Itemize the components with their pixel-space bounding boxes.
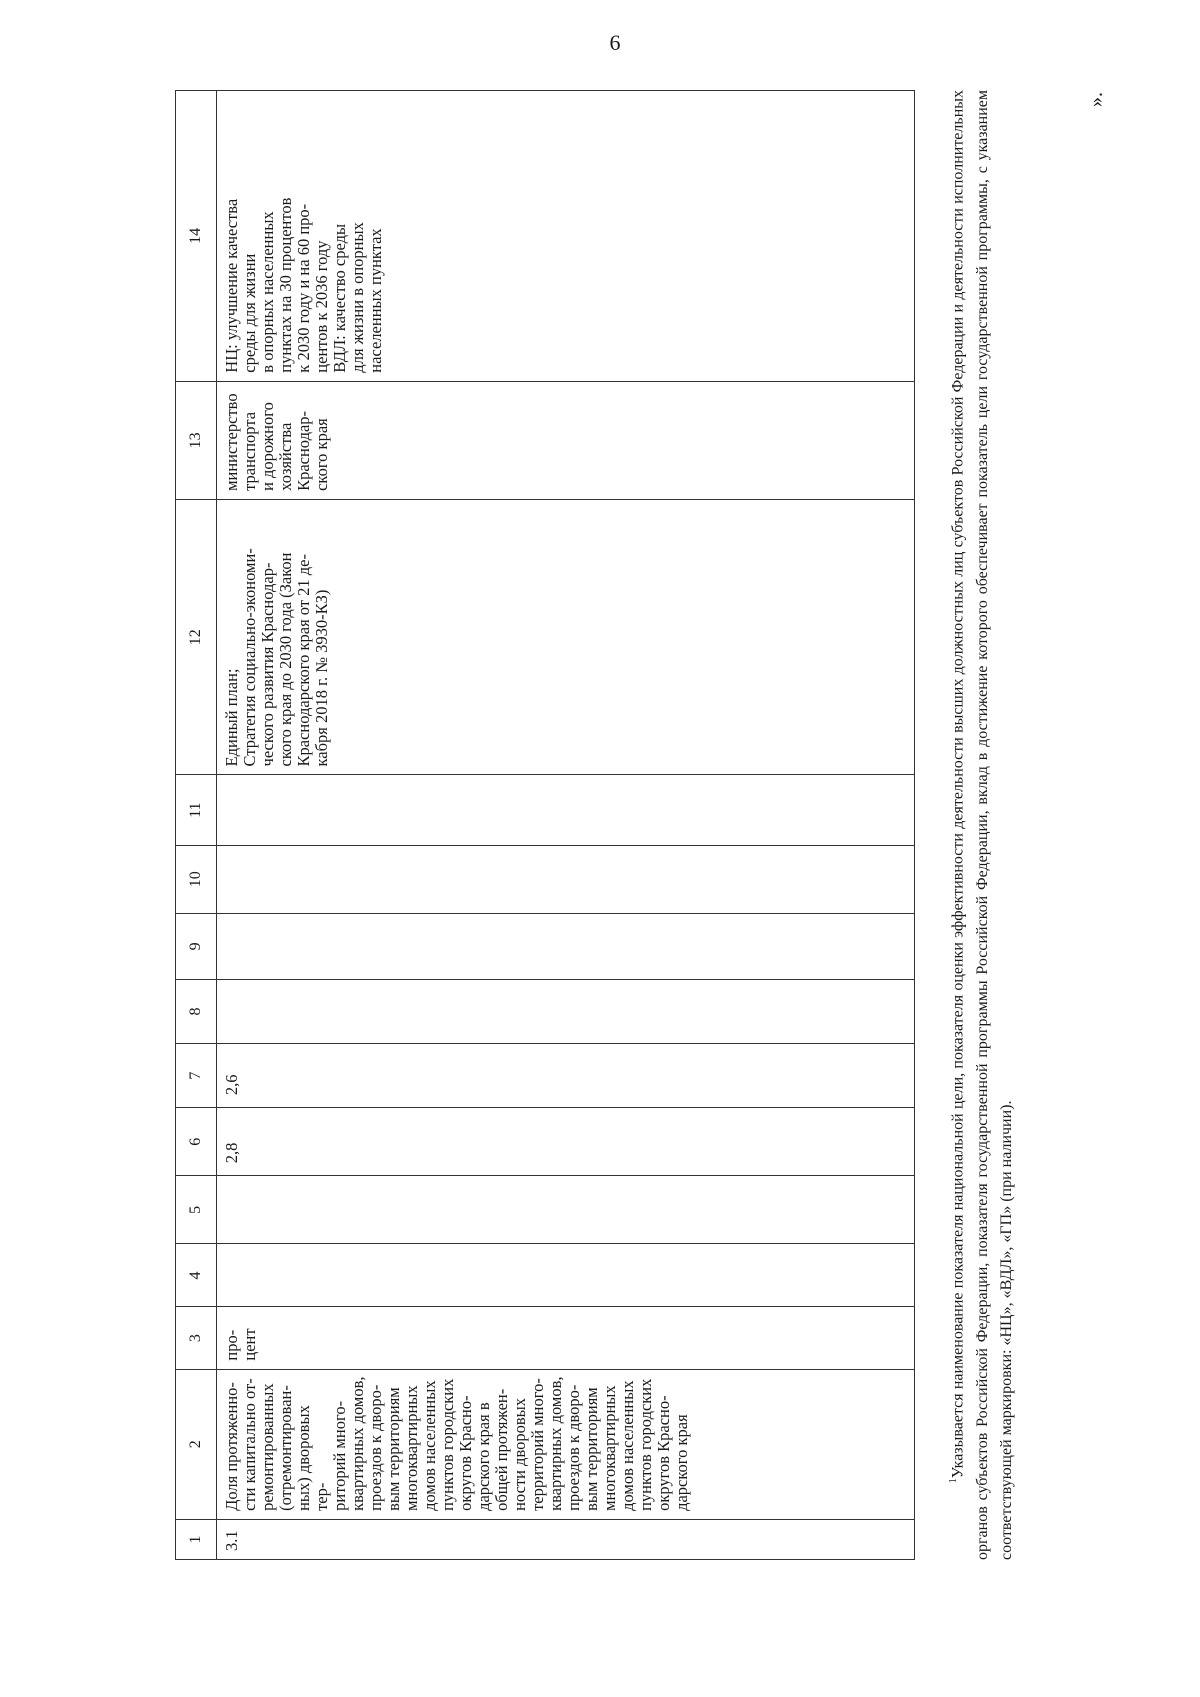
cell-6-value: 2,8 [222, 1142, 241, 1164]
responsible-body: министерство транспорта и дорожного хозяйства Краснодар- ского края [222, 393, 331, 491]
footnote [942, 90, 1020, 1560]
column-header-3: 3 [176, 1307, 217, 1369]
unit-cell [217, 1307, 915, 1369]
linked-goals-cell [217, 91, 915, 382]
closing-quote: ». [1085, 92, 1107, 107]
footnote-marker: 1 [948, 1478, 959, 1484]
row-number-cell [217, 1519, 915, 1559]
column-header-5: 5 [176, 1176, 217, 1244]
row-number: 3.1 [222, 1530, 241, 1551]
cell-9-value [217, 914, 223, 979]
column-header-9: 9 [176, 913, 217, 979]
header-row [176, 91, 217, 1560]
cell-5-value [217, 1176, 223, 1243]
column-header-12: 12 [176, 499, 217, 775]
cell-4-value [217, 1244, 223, 1306]
indicator-name: Доля протяженно- сти капитально от- ремонтированных (отремонтирован- ных) дворовых тер- риторий много- квартирных домов, проездов к дворо- вым территориям многоквартирных домов населенных пунктов городских округов Красно- дарского края в общей протяжен- ности дворовых территорий много- квартирных домов, проездов к дворо- вым территориям многоквартирных домов населенных пунктов городских округов Красно- дарского края [222, 1376, 691, 1511]
cell-11-value [217, 775, 223, 844]
page-number: 6 [609, 30, 621, 55]
cell-5 [217, 1176, 915, 1244]
cell-6 [217, 1108, 915, 1176]
column-header-6: 6 [176, 1108, 217, 1176]
rotated-table-page [175, 90, 1200, 1560]
column-header-2: 2 [176, 1369, 217, 1519]
footnote-text: Указывается наименование показателя национальной цели, показателя оценки эффективности деятельности высших должностных лиц субъектов Российской Федерации и деятельности исполнительных органов субъектов Российской Федерации, показателя государственной программы Российской Федерации, вклад в достижение которого обеспечивает показатель цели государственной программы, с указанием соответствующей маркировки: «НЦ», «ВДЛ», «ГП» (при наличии). [949, 89, 1016, 1560]
column-header-10: 10 [176, 845, 217, 913]
cell-7-value: 2,6 [222, 1074, 241, 1096]
column-header-7: 7 [176, 1044, 217, 1108]
unit: про- цент [222, 1328, 259, 1361]
cell-9 [217, 913, 915, 979]
column-header-14: 14 [176, 91, 217, 382]
cell-11 [217, 775, 915, 845]
cell-4 [217, 1244, 915, 1307]
indicator-name-cell [217, 1369, 915, 1519]
column-header-13: 13 [176, 381, 217, 499]
cell-10 [217, 845, 915, 913]
indicators-table [175, 90, 915, 1560]
source-documents: Единый план; Стратегия социально-экономи- ческого развития Краснодар- ского края до 2030 года (Закон Краснодарского края от 21 де- кабря 2018 г. № 3930-КЗ) [222, 548, 331, 767]
cell-8 [217, 979, 915, 1043]
responsible-body-cell [217, 381, 915, 499]
column-header-11: 11 [176, 775, 217, 845]
table-row [217, 91, 915, 1560]
cell-10-value [217, 846, 223, 913]
linked-goals: НЦ: улучшение качества среды для жизни в опорных населенных пунктах на 30 процентов к 2030 году и на 60 про- центов к 2036 году ВДЛ: качество среды для жизни в опорных населенных пунктах [222, 197, 385, 373]
cell-8-value [217, 980, 223, 1043]
column-header-4: 4 [176, 1244, 217, 1307]
source-documents-cell [217, 499, 915, 775]
column-header-8: 8 [176, 979, 217, 1043]
column-header-1: 1 [176, 1519, 217, 1559]
cell-7 [217, 1044, 915, 1108]
